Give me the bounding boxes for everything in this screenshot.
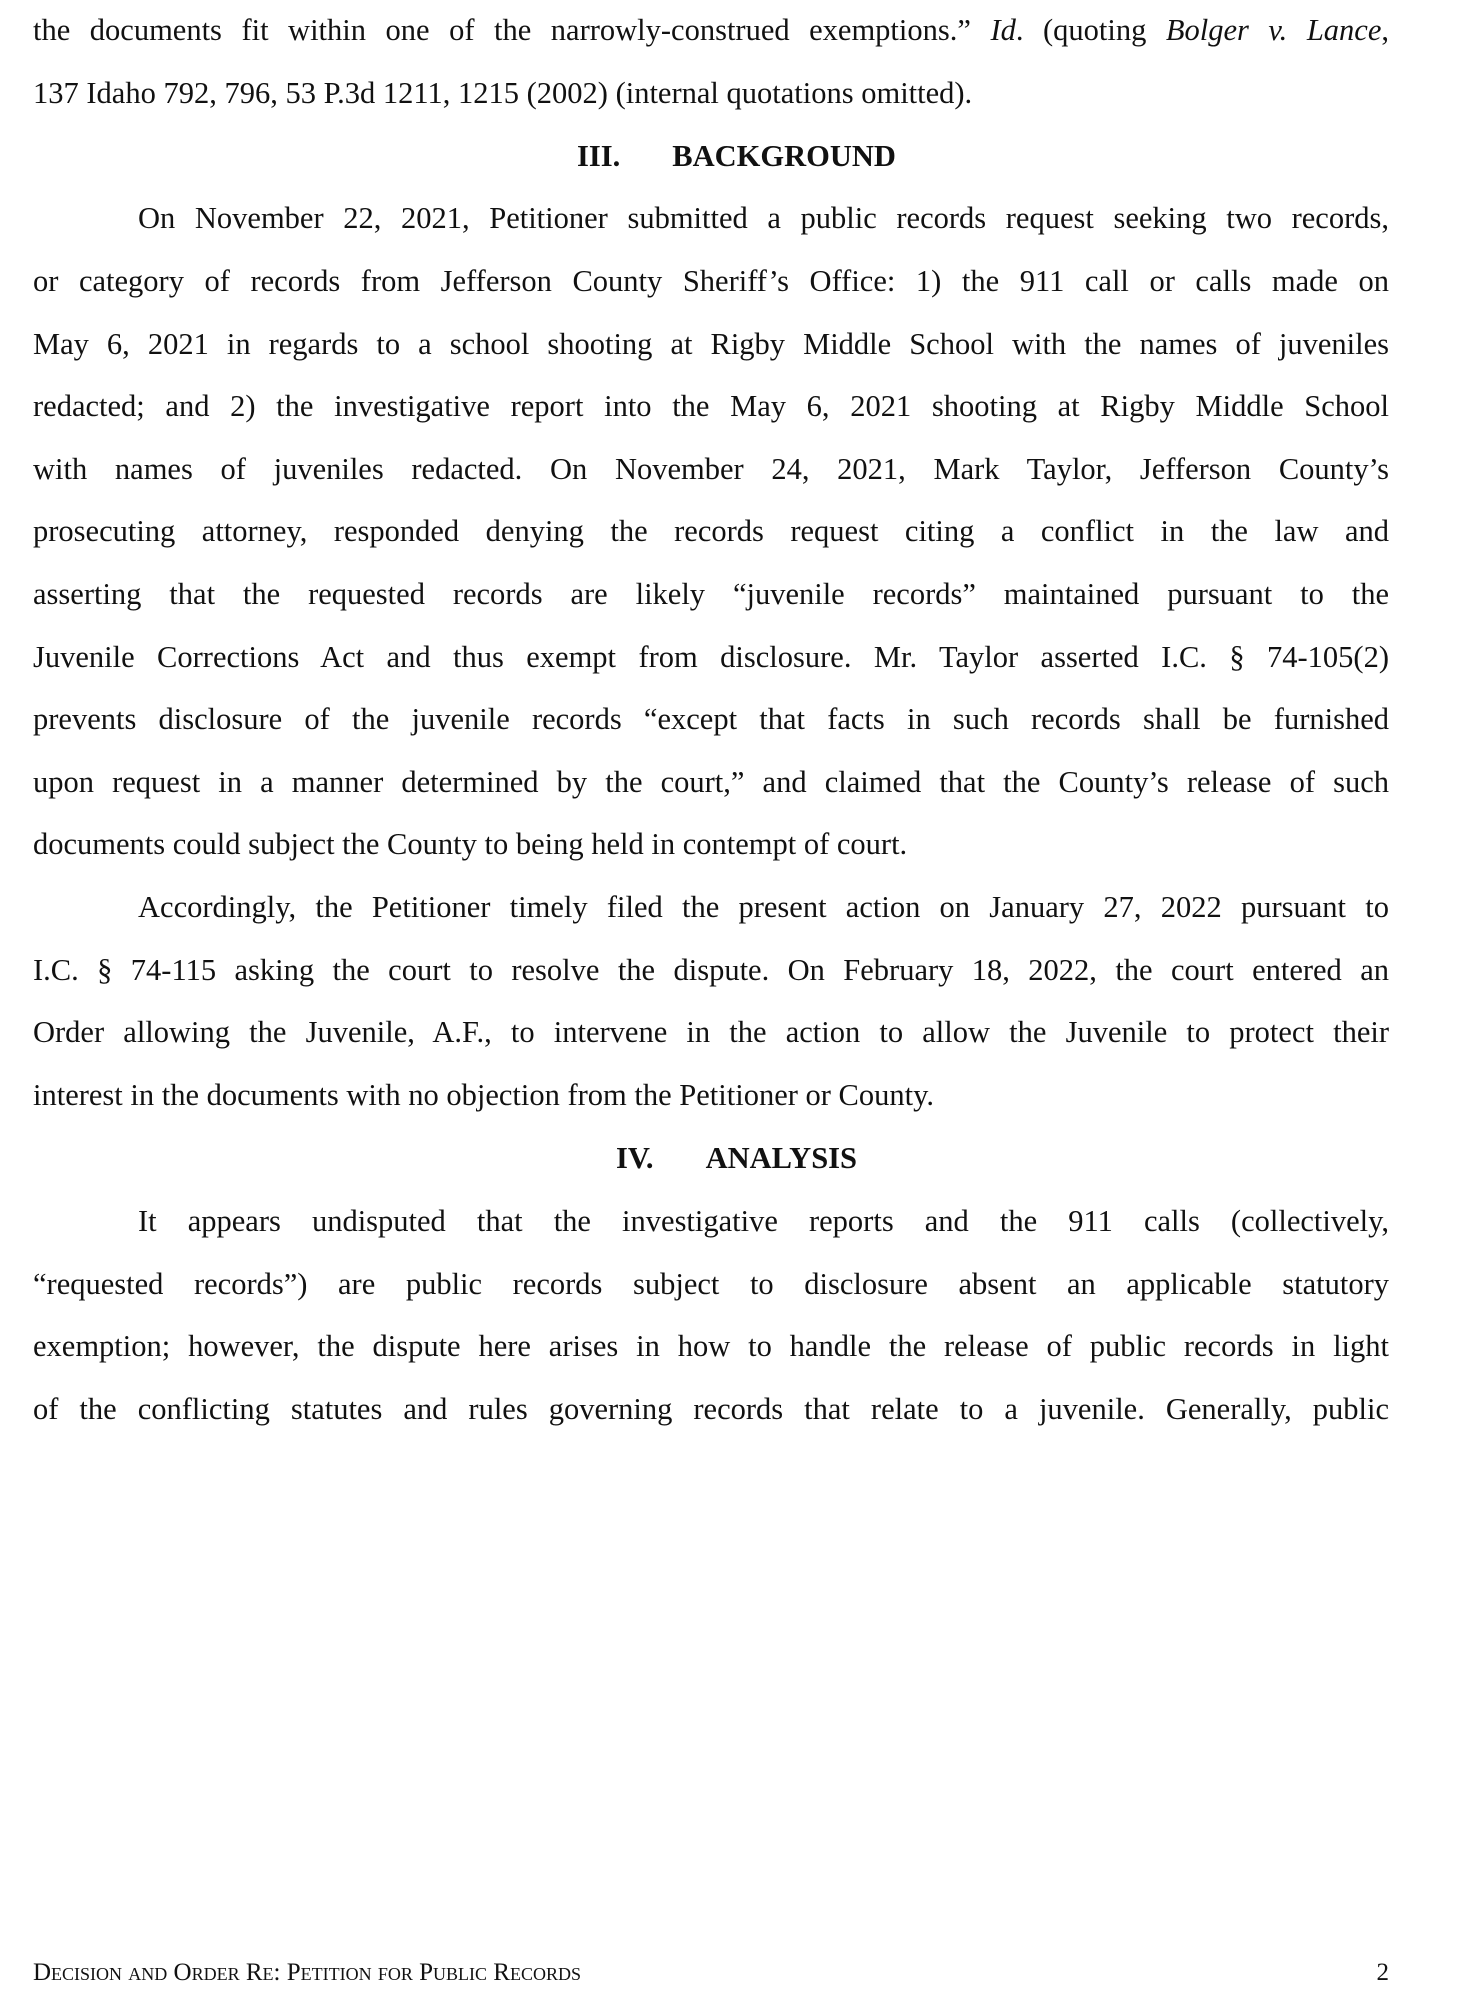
page-number: 2	[1376, 1959, 1389, 1986]
paragraph-line: Accordingly, the Petitioner timely filed the present action on January 27, 2022 pursuant to	[138, 890, 1389, 924]
paragraph-line: May 6, 2021 in regards to a school shooting at Rigby Middle School with the names of juveniles	[33, 327, 1389, 361]
section-number: III.	[577, 139, 621, 173]
text-run: the documents fit within one of the narrowly-construed exemptions.”	[33, 13, 991, 47]
paragraph-line: of the conflicting statutes and rules governing records that relate to a juvenile. Generally, public	[33, 1392, 1389, 1426]
section-heading-analysis	[0, 1140, 1473, 1176]
paragraph-line: prosecuting attorney, responded denying the records request citing a conflict in the law and	[33, 514, 1389, 548]
paragraph-line: asserting that the requested records are likely “juvenile records” maintained pursuant to the	[33, 577, 1389, 611]
paragraph-line: documents could subject the County to being held in contempt of court.	[33, 827, 908, 861]
paragraph-line: exemption; however, the dispute here arises in how to handle the release of public records in light	[33, 1329, 1389, 1363]
text-run: ,	[1381, 13, 1389, 47]
section-title: BACKGROUND	[672, 139, 896, 173]
paragraph-line: Order allowing the Juvenile, A.F., to intervene in the action to allow the Juvenile to protect their	[33, 1015, 1389, 1049]
section-number: IV.	[615, 1141, 654, 1175]
paragraph-line: I.C. § 74-115 asking the court to resolve the dispute. On February 18, 2022, the court entered an	[33, 953, 1389, 987]
paragraph-line: interest in the documents with no objection from the Petitioner or County.	[33, 1078, 935, 1112]
text-run: . (quoting	[1015, 13, 1166, 47]
paragraph-line: with names of juveniles redacted. On November 24, 2021, Mark Taylor, Jefferson County’s	[33, 452, 1389, 486]
intro-line-2: 137 Idaho 792, 796, 53 P.3d 1211, 1215 (2002) (internal quotations omitted).	[33, 76, 973, 110]
paragraph-line: redacted; and 2) the investigative report into the May 6, 2021 shooting at Rigby Middle School	[33, 389, 1389, 423]
paragraph-line: upon request in a manner determined by the court,” and claimed that the County’s release of such	[33, 765, 1389, 799]
section-heading-background	[0, 138, 1473, 174]
paragraph-line: prevents disclosure of the juvenile records “except that facts in such records shall be furnished	[33, 702, 1389, 736]
case-name: Bolger v. Lance	[1165, 13, 1382, 47]
paragraph-line: It appears undisputed that the investigative reports and the 911 calls (collectively,	[138, 1204, 1389, 1238]
footer-title: Decision and Order Re: Petition for Public Records	[33, 1959, 581, 1986]
paragraph-line: “requested records”) are public records subject to disclosure absent an applicable statutory	[33, 1267, 1389, 1301]
citation-id: Id	[990, 13, 1016, 47]
paragraph-line: On November 22, 2021, Petitioner submitted a public records request seeking two records,	[138, 201, 1389, 235]
paragraph-line: Juvenile Corrections Act and thus exempt from disclosure. Mr. Taylor asserted I.C. § 74-105(2)	[33, 640, 1389, 674]
paragraph-line: or category of records from Jefferson County Sheriff’s Office: 1) the 911 call or calls made on	[33, 264, 1389, 298]
page-footer	[33, 1958, 1389, 1988]
intro-line-1	[33, 12, 1389, 48]
section-title: ANALYSIS	[705, 1141, 858, 1175]
